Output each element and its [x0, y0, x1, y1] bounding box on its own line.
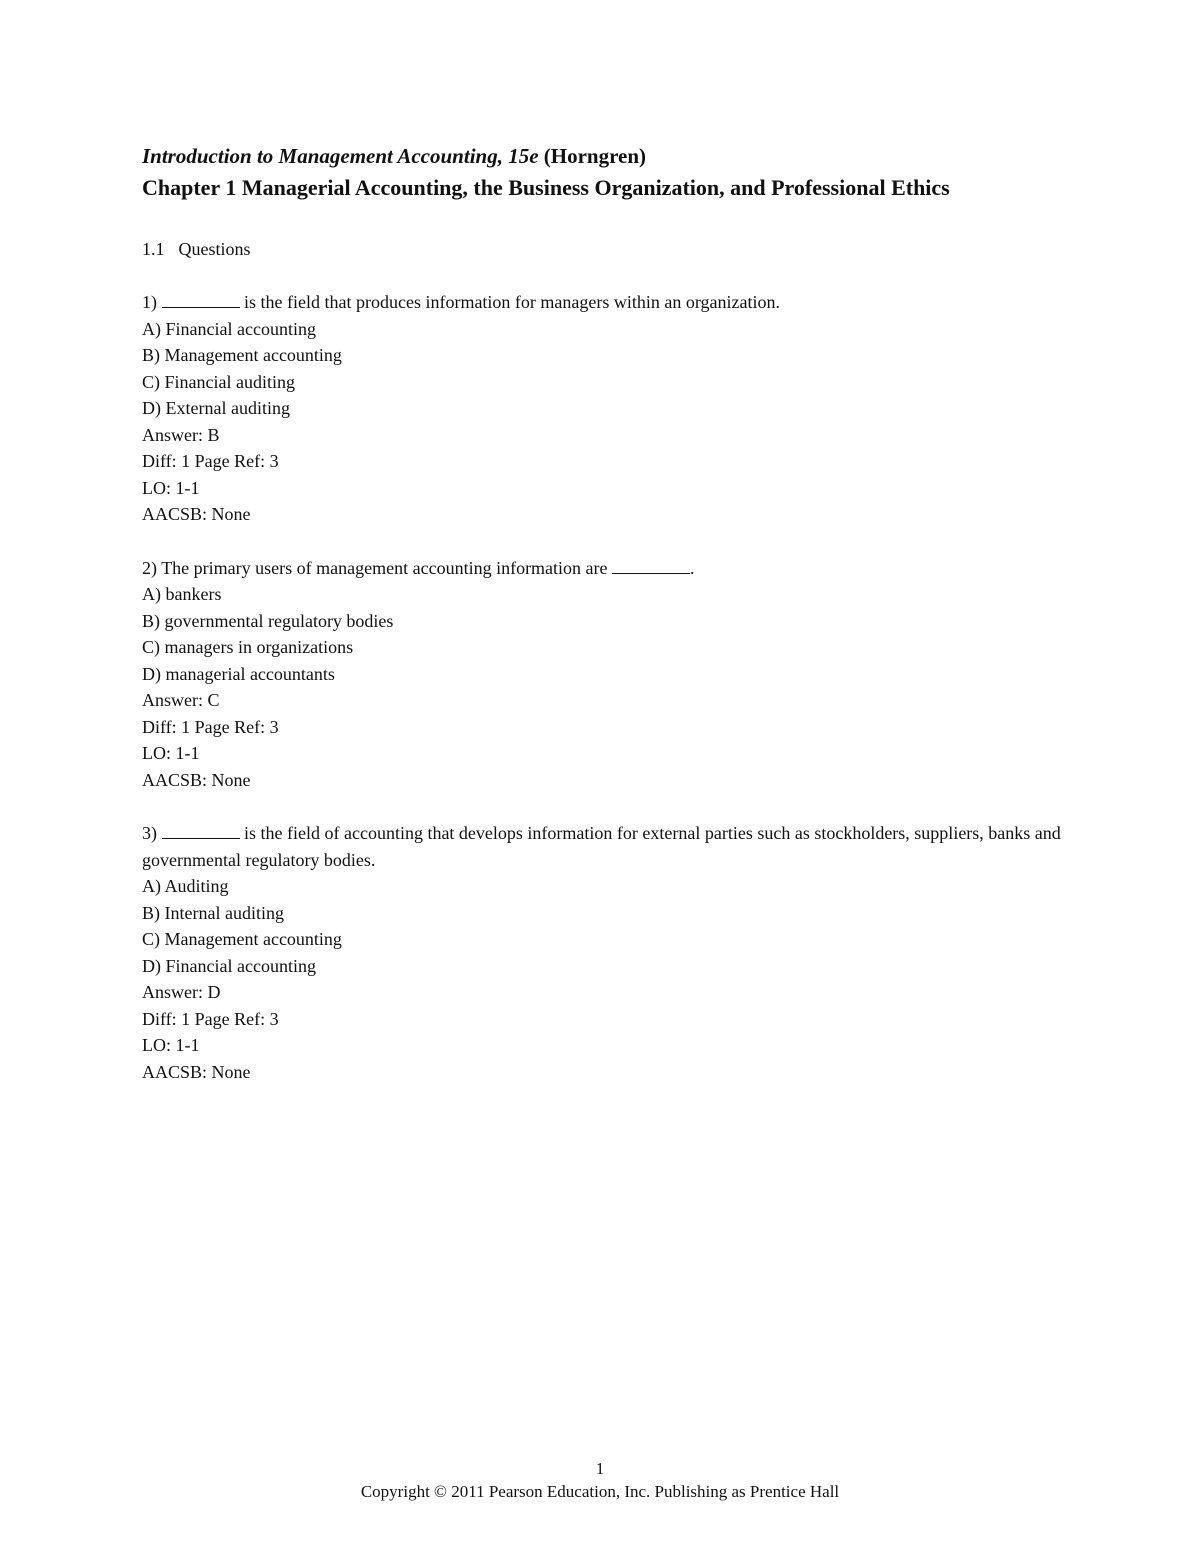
difficulty-page-ref: Diff: 1 Page Ref: 3	[142, 451, 279, 471]
question-text: .	[690, 557, 695, 578]
aacsb-tag: AACSB: None	[142, 769, 251, 790]
answer-key: Answer: D	[142, 982, 221, 1002]
question-number: 2)	[142, 557, 157, 578]
section-title: Questions	[178, 239, 251, 259]
chapter-title: Chapter 1 Managerial Accounting, the Business Organization, and Professional Ethics	[142, 175, 950, 200]
answer-option: D) managerial accountants	[142, 663, 335, 684]
answer-option: D) External auditing	[142, 398, 290, 418]
fill-in-blank	[162, 293, 240, 308]
learning-objective: LO: 1-1	[142, 743, 200, 763]
aacsb-tag: AACSB: None	[142, 1061, 251, 1082]
section-heading	[142, 236, 1082, 262]
question-stem	[142, 820, 1082, 873]
question-text: is the field that produces information for managers within an organization.	[244, 292, 781, 312]
difficulty-page-ref: Diff: 1 Page Ref: 3	[142, 1008, 279, 1029]
page-content	[142, 140, 1082, 1085]
answer-option: B) Internal auditing	[142, 902, 284, 923]
fill-in-blank	[162, 824, 240, 839]
answer-option: A) bankers	[142, 584, 222, 604]
answer-key: Answer: B	[142, 424, 220, 445]
answer-option: C) managers in organizations	[142, 637, 354, 657]
book-title	[142, 140, 1082, 172]
answer-option: A) Auditing	[142, 876, 229, 896]
copyright-notice: Copyright © 2011 Pearson Education, Inc. Publishing as Prentice Hall	[360, 1482, 840, 1501]
question-text-prefix: The primary users of management accounting information are	[161, 557, 608, 578]
book-author: (Horngren)	[543, 144, 647, 168]
answer-option: A) Financial accounting	[142, 318, 316, 339]
answer-option: C) Management accounting	[142, 929, 342, 949]
question-number: 3)	[142, 823, 157, 843]
section-number: 1.1	[142, 239, 165, 259]
question-item	[142, 289, 1082, 528]
question-stem	[142, 555, 1082, 582]
question-stem	[142, 289, 1082, 316]
page-number: 1	[595, 1459, 605, 1478]
fill-in-blank	[612, 559, 690, 574]
aacsb-tag: AACSB: None	[142, 504, 251, 524]
question-item	[142, 555, 1082, 794]
answer-key: Answer: C	[142, 690, 220, 710]
answer-option: B) governmental regulatory bodies	[142, 610, 394, 631]
answer-option: D) Financial accounting	[142, 955, 316, 976]
answer-option: B) Management accounting	[142, 345, 342, 365]
learning-objective: LO: 1-1	[142, 1035, 200, 1055]
question-item	[142, 820, 1082, 1085]
learning-objective: LO: 1-1	[142, 477, 200, 498]
question-number: 1)	[142, 292, 157, 312]
answer-option: C) Financial auditing	[142, 371, 295, 392]
question-text: is the field of accounting that develops information for external parties such as stockholders, suppliers, banks and governmental regulatory bodies.	[142, 823, 1061, 870]
book-title-italic: Introduction to Management Accounting, 15e	[142, 144, 539, 168]
difficulty-page-ref: Diff: 1 Page Ref: 3	[142, 716, 279, 737]
